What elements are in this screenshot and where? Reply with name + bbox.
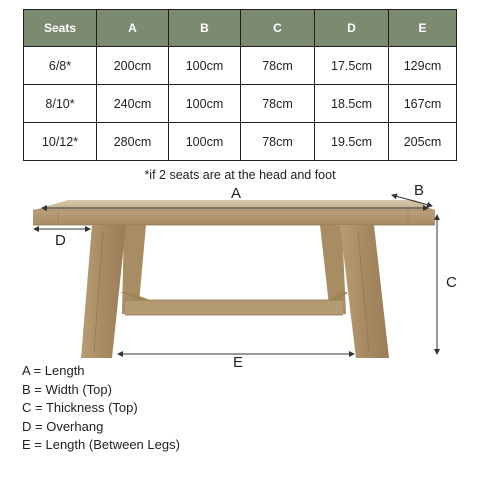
table-cell: 100cm: [169, 123, 241, 161]
table-cell: 8/10*: [24, 85, 97, 123]
header-seats: Seats: [24, 10, 97, 47]
table-cell: 18.5cm: [315, 85, 389, 123]
header-a: A: [97, 10, 169, 47]
dimension-e-label: E: [233, 354, 244, 371]
table-cell: 6/8*: [24, 47, 97, 85]
table-cell: 200cm: [97, 47, 169, 85]
seating-footnote: *if 2 seats are at the head and foot: [144, 168, 336, 182]
table-top-edge: [33, 210, 435, 225]
size-table: [23, 9, 457, 161]
bench-table-illustration: [0, 182, 480, 372]
table-cell: 167cm: [389, 85, 457, 123]
dimension-d-label: D: [55, 232, 66, 249]
table-cell: 10/12*: [24, 123, 97, 161]
table-dimension-diagram: [0, 182, 480, 372]
dimension-legend: [22, 362, 180, 455]
legend-item: C = Thickness (Top): [22, 400, 138, 416]
legend-item: D = Overhang: [22, 418, 104, 434]
table-cell: 78cm: [241, 47, 315, 85]
table-cell: 280cm: [97, 123, 169, 161]
legend-item: B = Width (Top): [22, 381, 112, 397]
header-b: B: [169, 10, 241, 47]
header-c: C: [241, 10, 315, 47]
table-cell: 78cm: [241, 85, 315, 123]
table-row: [24, 47, 457, 85]
table-cell: 205cm: [389, 123, 457, 161]
dimension-c-label: C: [446, 274, 457, 291]
table-cell: 100cm: [169, 47, 241, 85]
front-right-leg: [340, 225, 389, 358]
dimension-a-label: A: [231, 185, 242, 202]
table-header-row: [24, 10, 457, 47]
table-cell: 240cm: [97, 85, 169, 123]
dimension-b-label: B: [414, 182, 425, 199]
table-row: [24, 123, 457, 161]
table-cell: 17.5cm: [315, 47, 389, 85]
header-e: E: [389, 10, 457, 47]
table-cell: 19.5cm: [315, 123, 389, 161]
front-left-leg: [81, 225, 126, 358]
header-d: D: [315, 10, 389, 47]
table-cell: 78cm: [241, 123, 315, 161]
table-cell: 129cm: [389, 47, 457, 85]
legend-item: A = Length: [22, 363, 85, 378]
table-row: [24, 85, 457, 123]
legend-item: E = Length (Between Legs): [22, 437, 180, 453]
stretcher-bar: [125, 300, 343, 315]
table-cell: 100cm: [169, 85, 241, 123]
